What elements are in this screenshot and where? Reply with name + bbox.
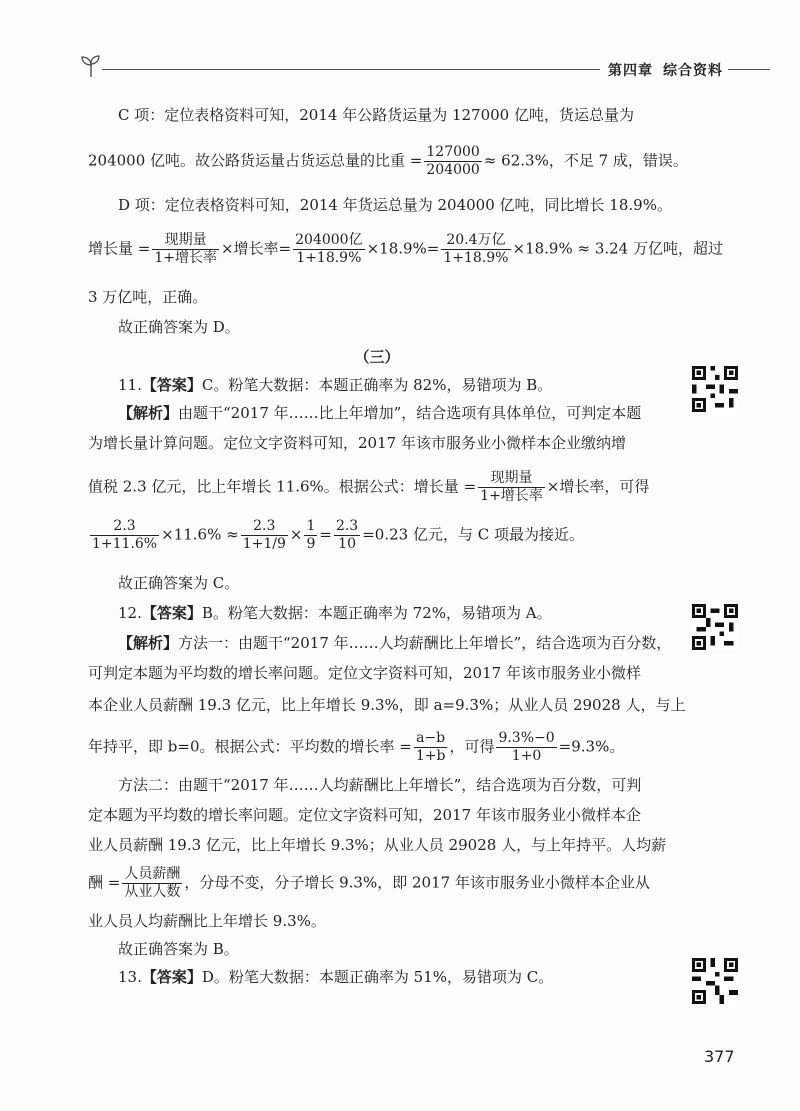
text-span: D。粉笔大数据：本题正确率为 51%，易错项为 C。 <box>201 968 554 986</box>
answer-label: 【答案】 <box>141 968 202 986</box>
fraction <box>152 232 219 267</box>
text-span: 值税 2.3 亿元，比上年增长 11.6%。根据公式：增长量 = <box>88 477 477 496</box>
numerator: 2.3 <box>241 518 288 536</box>
fraction <box>90 518 159 553</box>
text-line <box>88 866 650 901</box>
fraction <box>478 470 545 505</box>
text-span: =0.23 亿元，与 C 项最为接近。 <box>362 525 584 544</box>
analysis-label: 【解析】 <box>118 634 179 652</box>
text-line: 业人员薪酬 19.3 亿元，比上年增长 9.3%；从业人员 29028 人，与上年持平。人均薪 <box>88 836 667 854</box>
fraction <box>441 232 510 267</box>
text-span: B。粉笔大数据：本题正确率为 72%，易错项为 A。 <box>201 604 552 622</box>
text-span: ×18.9% ≈ 3.24 万亿吨，超过 <box>512 239 723 258</box>
text-line <box>88 602 552 624</box>
text-line: 故正确答案为 D。 <box>118 318 240 336</box>
text-span: = <box>319 525 332 544</box>
denominator: 9 <box>306 536 316 552</box>
fraction <box>304 518 317 553</box>
text-span: 204000 亿吨。故公路货运量占货运总量的比重 = <box>88 151 423 170</box>
text-line: 定本题为平均数的增长率问题。定位文字资料可知，2017 年该市服务业小微样本企 <box>88 806 641 824</box>
text-span: ，分母不变，分子增长 9.3%，即 2017 年该市服务业小微样本企业从 <box>184 873 650 892</box>
text-span: 增长量 = <box>88 239 151 258</box>
text-line: 故正确答案为 C。 <box>118 574 240 592</box>
text-line <box>88 632 671 654</box>
chapter-title: 综合资料 <box>663 63 723 79</box>
question-number: 12. <box>118 604 142 622</box>
text-line: 业人员人均薪酬比上年增长 9.3%。 <box>88 912 326 930</box>
numerator: 现期量 <box>152 232 219 250</box>
text-line: 本企业人员薪酬 19.3 亿元，比上年增长 9.3%，即 a=9.3%；从业人员 29028 人，与上 <box>88 696 686 714</box>
denominator: 从业人数 <box>124 884 181 900</box>
text-line <box>88 374 552 396</box>
numerator: 127000 <box>426 144 480 160</box>
header-rule <box>102 69 682 70</box>
text-line: 为增长量计算问题。定位文字资料可知，2017 年该市服务业小微样本企业缴纳增 <box>88 434 626 452</box>
section-title: （三） <box>354 348 400 366</box>
text-line <box>88 144 688 179</box>
qr-code-icon[interactable] <box>692 604 738 650</box>
question-number: 11. <box>118 376 142 394</box>
numerator: 9.3%−0 <box>498 730 555 746</box>
text-span: 年持平，即 b=0。根据公式：平均数的增长率 = <box>88 737 412 756</box>
answer-label: 【答案】 <box>141 376 202 394</box>
denominator: 1+增长率 <box>154 250 217 266</box>
fraction <box>414 730 448 765</box>
denominator: 1+1/9 <box>242 536 286 552</box>
numerator: 20.4万亿 <box>441 232 510 250</box>
text-line <box>88 518 584 553</box>
text-span: =9.3%。 <box>558 737 625 756</box>
text-line <box>88 470 649 505</box>
text-line <box>88 232 723 267</box>
numerator: 人员薪酬 <box>124 866 181 882</box>
qr-code-icon[interactable] <box>692 366 738 412</box>
text-span: ×增长率= <box>220 239 292 258</box>
sprout-icon <box>80 52 102 78</box>
denominator: 1+18.9% <box>443 250 509 266</box>
page-number: 377 <box>704 1047 735 1066</box>
fraction <box>122 866 182 901</box>
numerator: 2.3 <box>335 518 359 534</box>
fraction <box>334 518 360 553</box>
page-header <box>80 52 770 80</box>
denominator: 204000 <box>426 162 480 178</box>
fraction <box>293 232 364 267</box>
chapter-label <box>600 60 778 80</box>
text-span: 酬 = <box>88 873 121 892</box>
answer-label: 【答案】 <box>141 604 202 622</box>
text-span: ×18.9%= <box>366 239 440 258</box>
text-span: ×11.6% ≈ <box>161 525 239 544</box>
numerator: 2.3 <box>90 518 159 536</box>
text-line: D 项：定位表格资料可知，2014 年货运总量为 204000 亿吨，同比增长 18.9%。 <box>118 196 672 214</box>
text-span: ×增长率，可得 <box>546 477 650 496</box>
qr-code-icon[interactable] <box>692 958 738 1004</box>
text-line: 可判定本题为平均数的增长率问题。定位文字资料可知，2017 年该市服务业小微样 <box>88 664 641 682</box>
text-span: × <box>289 525 303 544</box>
text-span: ≈ 62.3%，不足 7 成，错误。 <box>483 151 688 170</box>
text-span: 方法一：由题干“2017 年……人均薪酬比上年增长”，结合选项为百分数， <box>178 634 672 652</box>
fraction <box>424 144 481 179</box>
fraction <box>496 730 556 765</box>
numerator: 204000亿 <box>295 232 363 248</box>
denominator: 1+11.6% <box>92 536 158 552</box>
text-line: C 项：定位表格资料可知，2014 年公路货运量为 127000 亿吨，货运总量为 <box>118 106 634 124</box>
numerator: 1 <box>306 518 316 534</box>
text-line <box>88 402 641 424</box>
denominator: 1+0 <box>511 748 542 764</box>
text-span: C。粉笔大数据：本题正确率为 82%，易错项为 B。 <box>201 376 553 394</box>
text-line: 故正确答案为 B。 <box>118 940 239 958</box>
text-span: ，可得 <box>449 737 495 756</box>
text-line <box>88 966 553 988</box>
text-span: 由题干“2017 年……比上年增加”，结合选项有具体单位，可判定本题 <box>178 404 642 422</box>
text-line: 方法二：由题干“2017 年……人均薪酬比上年增长”，结合选项为百分数，可判 <box>118 776 642 794</box>
fraction <box>241 518 288 553</box>
numerator: a−b <box>414 730 448 748</box>
denominator: 1+增长率 <box>480 488 543 504</box>
denominator: 10 <box>338 536 356 552</box>
header-rule-end <box>728 69 770 70</box>
text-line: 3 万亿吨，正确。 <box>88 288 208 306</box>
question-number: 13. <box>118 968 142 986</box>
text-line <box>88 730 624 765</box>
chapter-number: 第四章 <box>608 63 653 79</box>
analysis-label: 【解析】 <box>118 404 179 422</box>
denominator: 1+b <box>415 748 446 764</box>
denominator: 1+18.9% <box>296 250 362 266</box>
numerator: 现期量 <box>478 470 545 488</box>
